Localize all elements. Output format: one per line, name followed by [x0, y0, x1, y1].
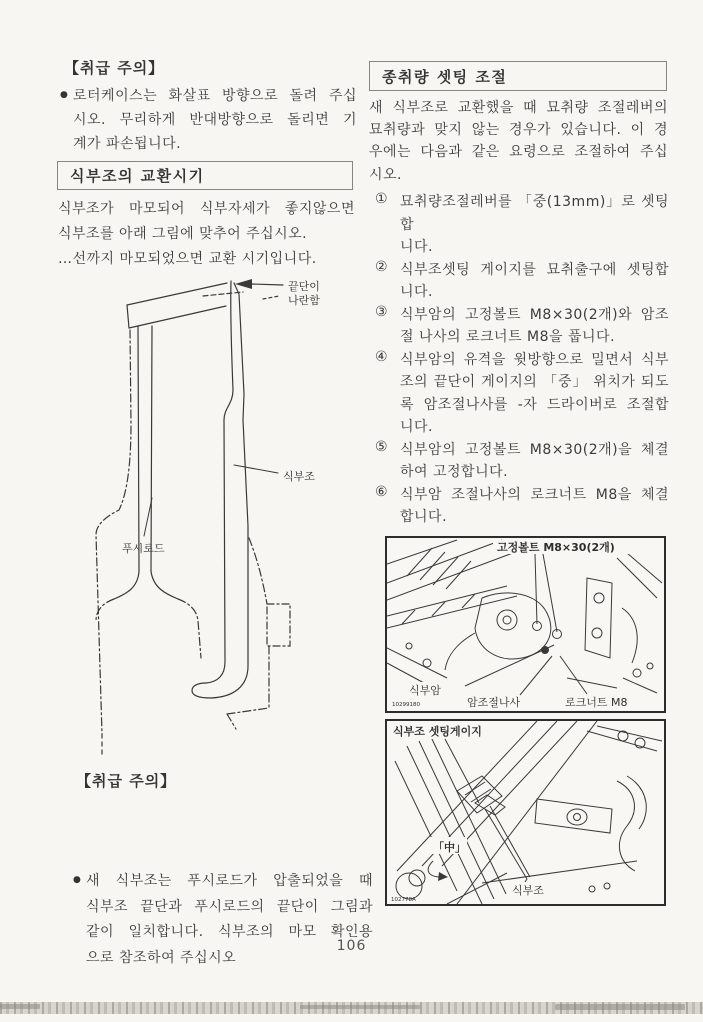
handling-notice-title-bottom: 【취급 주의】: [76, 772, 177, 790]
notice-line: 시오. 무리하게 반대방향으로 돌리면 기: [73, 112, 357, 128]
step-3: [369, 304, 669, 349]
body-line: 새 식부조로 교환했을 때 묘취량 조절레버의: [369, 100, 668, 116]
notice-line: 식부조 끝단과 푸시로드의 끝단이 그림과: [86, 898, 373, 915]
step-number: ⑥: [375, 483, 388, 500]
body-line: 식부조가 마모되어 식부자세가 좋지않으면: [58, 201, 355, 217]
step-line: 합니다.: [400, 509, 448, 525]
bullet-icon: ●: [60, 90, 68, 100]
step-number: ①: [375, 191, 388, 207]
notice-line: 같이 일치합니다. 식부조의 마모 확인용: [86, 924, 373, 940]
step-line: 절 나사의 로크너트 M8을 풉니다.: [400, 329, 616, 345]
step-1: [369, 191, 669, 259]
step-line: 식부조셋팅 게이지를 묘취출구에 셋팅합: [400, 261, 669, 278]
notice-line: 계가 파손됩니다.: [73, 136, 182, 152]
page-number: 106: [336, 938, 367, 954]
step-number: ③: [375, 303, 388, 320]
step-line: 록 암조절나사를 -자 드라이버로 조절합: [400, 396, 669, 413]
label-fixing-bolt: 고정볼트 M8×30(2개): [497, 541, 615, 554]
label-center-position: 「中」: [433, 841, 466, 854]
body-line: 식부조를 아래 그림에 맞추어 주십시오.: [58, 226, 308, 242]
label-blade: 식부조: [512, 884, 544, 897]
adjustment-steps-list: [369, 191, 669, 529]
label-blade: 식부조: [283, 470, 315, 483]
handling-notice-title-top: 【취급 주의】: [64, 59, 165, 77]
body-line: …선까지 마모되었으면 교환 시기입니다.: [58, 251, 317, 267]
step-line: 묘취량조절레버를 「중(13mm)」로 셋팅합: [400, 194, 669, 233]
notice-line: 새 식부조는 푸시로드가 압출되었을 때: [86, 873, 373, 889]
planting-claw-wear-diagram: [85, 276, 350, 763]
label-pushrod: 푸시로드: [122, 542, 165, 555]
body-line: 시오.: [369, 166, 402, 183]
replacement-time-body: [58, 197, 355, 272]
handling-notice-bottom-body: [73, 869, 373, 971]
arrow-curved-icon: [438, 872, 448, 881]
step-number: ⑤: [375, 438, 388, 455]
step-line: 니다.: [400, 284, 433, 300]
step-number: ②: [375, 258, 388, 275]
step-line: 식부암 조절나사의 로크너트 M8을 체결: [400, 486, 669, 503]
scan-artifact-blob: [300, 1005, 420, 1009]
figure-code: 10299180: [392, 702, 420, 708]
notice-line: 으로 참조하여 주십시오: [86, 949, 237, 966]
label-tip-aligned-line2: 나란함: [288, 294, 320, 307]
section-heading-setting-adjust: [369, 61, 667, 91]
label-lock-nut: 로크너트 M8: [565, 696, 628, 709]
step-line: 니다.: [400, 419, 433, 435]
notice-line: 로터케이스는 화살표 방향으로 돌려 주십: [73, 88, 357, 104]
step-line: 니다.: [400, 239, 433, 255]
step-line: 식부암의 유격을 윗방향으로 밀면서 식부: [400, 351, 669, 368]
label-planting-arm: 식부암: [409, 684, 441, 697]
figure-setting-gauge-illustration: [387, 721, 664, 904]
step-4: [369, 349, 669, 439]
step-6: [369, 484, 669, 529]
figure-code: 102778A: [391, 897, 416, 903]
section-heading-label: 종취량 셋팅 조절: [382, 67, 508, 86]
section-heading-replacement-time: [57, 161, 353, 190]
section-heading-label: 식부조의 교환시기: [70, 167, 205, 185]
arrow-left-icon: [235, 279, 252, 289]
bullet-icon: ●: [73, 875, 81, 885]
scan-artifact-blob: [0, 1004, 40, 1009]
figure-arm-bolts-frame: [385, 536, 666, 713]
figure-arm-bolts-illustration: [387, 538, 664, 711]
step-line: 하여 고정합니다.: [400, 464, 509, 480]
scan-artifact-blob: [555, 1004, 685, 1010]
step-5: [369, 439, 669, 484]
step-number: ④: [375, 348, 388, 365]
body-line: 묘취량과 맞지 않는 경우가 있습니다. 이 경: [369, 122, 668, 139]
label-tip-aligned-line1: 끝단이: [288, 280, 320, 293]
setting-adjust-intro: [369, 97, 668, 186]
handling-notice-top-body: [60, 84, 357, 156]
body-line: 우에는 다음과 같은 요령으로 조절하여 주십: [369, 144, 668, 161]
label-arm-adjust-screw: 암조절나사: [467, 696, 521, 709]
step-line: 식부암의 고정볼트 M8×30(2개)을 체결: [400, 441, 669, 458]
step-2: [369, 259, 669, 304]
label-setting-gauge: 식부조 셋팅게이지: [393, 725, 482, 738]
step-line: 조의 끝단이 게이지의 「중」 위치가 되도: [400, 374, 669, 390]
step-line: 식부암의 고정볼트 M8×30(2개)와 암조: [400, 306, 669, 323]
figure-setting-gauge-frame: [385, 719, 666, 906]
